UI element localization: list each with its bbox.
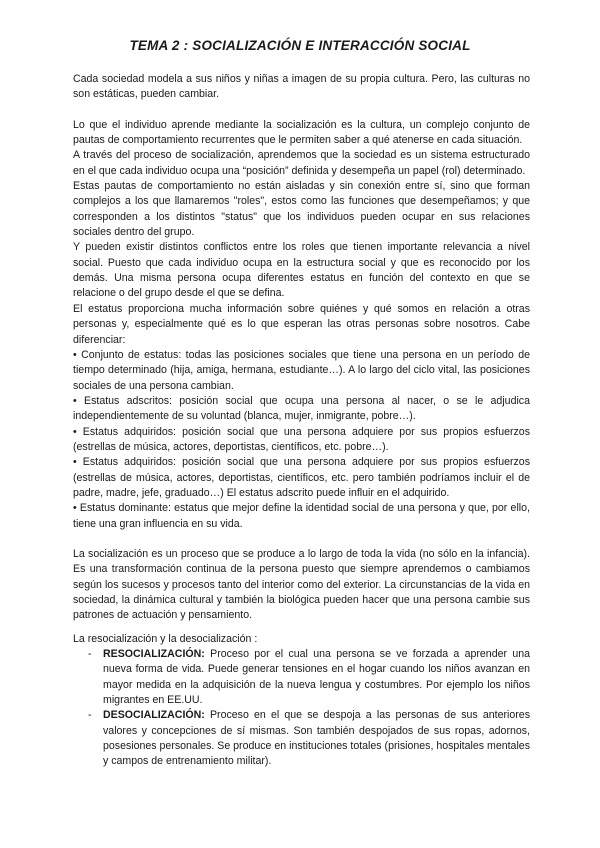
bullet-dominant-status: • Estatus dominante: estatus que mejor define la identidad social de una persona y que, por ello, tiene una gran influencia en su vida. [73, 502, 530, 530]
list-item [73, 708, 530, 769]
definition-list [73, 647, 530, 770]
bullet-status-set: • Conjunto de estatus: todas las posiciones sociales que tiene una persona en un período de tiempo determinado (hija, amiga, hermana, estudiante…). A lo largo del ciclo vital, las posiciones sociales de una persona cambian. [73, 348, 530, 392]
paragraph-roles: Estas pautas de comportamiento no están aisladas y sin conexión entre sí, sino que forman complejos a los que llamaremos "roles", estos como las funciones que desempeñamos; y que corresponden a los distintos "status" que los individuos pueden ocupar en sus relaciones sociales dentro del grupo. [73, 180, 530, 239]
bullet-achieved-status: • Estatus adquiridos: posición social que una persona adquiere por sus propios esfuerzos (estrellas de música, actores, deportistas, científicos, etc. pobre…). [73, 425, 530, 453]
paragraph-culture: Lo que el individuo aprende mediante la socialización es la cultura, un complejo conjunto de pautas de comportamiento recurrentes que le permiten saber a qué atenerse en cada situación. [73, 118, 530, 147]
list-item [73, 647, 530, 708]
list-text: Proceso por el cual una persona se ve forzada a aprender una nueva forma de vida. Puede generar tensiones en el hogar cuando los niños avanzan en mayor medida en la adquisición de la nueva lengua y costumbres. Por ejemplo los niños migrantes en EE.UU. [103, 648, 530, 707]
page-title: TEMA 2 : SOCIALIZACIÓN E INTERACCIÓN SOCIAL [129, 38, 471, 53]
paragraph-lifelong: La socialización es un proceso que se produce a lo largo de toda la vida (no sólo en la infancia). Es una transformación continua de la persona puesto que siempre aprendemos o cambiamos según los sucesos y procesos tanto del interior como del exterior. La circunstancias de la vida en sociedad, la dinámica cultural y también la biológica pueden hacer que una persona cambie sus patrones de actuación y pensamiento. [73, 547, 530, 622]
bullet-achieved-status-2: • Estatus adquiridos: posición social que una persona adquiere por sus propios esfuerzos (estrellas de música, actores, deportistas, científicos, etc. pero también podríamos incluir el de padre, madre, jefe, graduado…) El estatus adscrito puede influir en el adquirido. [73, 456, 530, 499]
list-term: DESOCIALIZACIÓN: [103, 709, 205, 722]
list-marker: - [88, 709, 92, 722]
document-body [73, 72, 530, 770]
paragraph-intro: Cada sociedad modela a sus niños y niñas a imagen de su propia cultura. Pero, las culturas no son estáticas, pueden cambiar. [73, 73, 530, 101]
list-marker: - [88, 648, 92, 661]
list-term: RESOCIALIZACIÓN: [103, 648, 205, 661]
bullet-ascribed-status: • Estatus adscritos: posición social que ocupa una persona al nacer, o se le adjudica independientemente de su voluntad (blanca, mujer, inmigrante, pobre…). [73, 394, 530, 423]
paragraph-resocialization-intro: La resocialización y la desocialización : [73, 632, 258, 645]
list-text: Proceso en el que se despoja a las personas de sus anteriores valores y concepciones de sí mismas. Son también despojados de sus ropas, adornos, posesiones personales. Se produce en instituciones totales (prisiones, hospitales mentales y campos de entrenamiento militar). [103, 709, 530, 768]
paragraph-socialization: A través del proceso de socialización, aprendemos que la sociedad es un sistema estructurado en el que cada individuo ocupa una “posición” definida y desempeña un papel (rol) determinado. [73, 149, 530, 177]
paragraph-status: El estatus proporciona mucha información sobre quiénes y qué somos en relación a otras personas y, especialmente qué es lo que esperan las otras personas sobre nosotros. Cabe diferenciar: [73, 302, 530, 346]
paragraph-conflicts: Y pueden existir distintos conflictos entre los roles que tienen importante relevancia a nivel social. Puesto que cada individuo ocupa en la estructura social y que es reconocido por los demás. Una misma persona ocupa diferentes estatus en función del contexto en que se relacione o del grupo desde el que se defina. [73, 241, 530, 300]
